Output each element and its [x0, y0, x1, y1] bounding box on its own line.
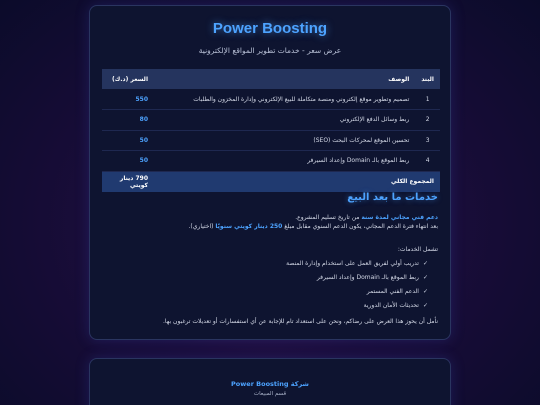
row-number: 4 [415, 151, 440, 172]
row-description: تحسين الموقع لمحركات البحث (SEO) [154, 130, 415, 151]
page-subtitle: عرض سعر - خدمات تطوير المواقع الإلكترونية [198, 46, 342, 55]
row-number: 1 [415, 89, 440, 110]
total-row [102, 171, 440, 192]
annual-fee-highlight: 250 دينار كويتي سنويًا [215, 223, 283, 230]
row-price: 80 [102, 110, 154, 131]
footer-department: قسم المبيعات [253, 391, 287, 397]
table-row [102, 130, 440, 151]
row-price: 550 [102, 89, 154, 110]
row-description: ربط وسائل الدفع الإلكتروني [154, 110, 415, 131]
support-paragraph-2 [100, 222, 438, 231]
row-price: 50 [102, 151, 154, 172]
list-item-text: تحديثات الأمان الدورية [363, 302, 419, 309]
list-item [108, 285, 428, 299]
table-header-row [102, 69, 440, 89]
check-icon: ✓ [422, 302, 428, 309]
list-item [108, 271, 428, 285]
col-header-item: البند [415, 69, 440, 89]
check-icon: ✓ [422, 274, 428, 281]
quote-table [102, 69, 440, 192]
col-header-price: السعر (د.ك) [102, 69, 154, 89]
list-item-text: تدريب أولي لفريق العمل على استخدام وإدارة المنصة [286, 260, 419, 267]
col-header-description: الوصف [154, 69, 415, 89]
list-item [108, 299, 428, 313]
list-item [108, 257, 428, 271]
footer-company: شركة Power Boosting [231, 380, 309, 388]
closing-paragraph: نأمل أن يحوز هذا العرض على رضاكم، ونحن على استعداد تام للإجابة عن أي استفسارات أو تعديلات ترغبون بها. [162, 318, 438, 325]
list-item-text: ربط الموقع بالـ Domain وإعداد السيرفر [316, 274, 419, 281]
table-row [102, 151, 440, 172]
services-includes-label: تشمل الخدمات: [397, 246, 438, 253]
row-number: 2 [415, 110, 440, 131]
table-row [102, 89, 440, 110]
support-paragraph-1 [100, 213, 438, 222]
total-label: المجموع الكلي [154, 171, 440, 192]
free-support-text: من تاريخ تسليم المشروع. [295, 214, 362, 221]
annual-support-text: بعد انتهاء فترة الدعم المجاني، يكون الدعم السنوي مقابل مبلغ [282, 223, 438, 230]
row-price: 50 [102, 130, 154, 151]
row-number: 3 [415, 130, 440, 151]
after-sales-title: خدمات ما بعد البيع [347, 192, 438, 203]
page-title: Power Boosting [212, 20, 328, 37]
row-description: تصميم وتطوير موقع إلكتروني ومنصة متكاملة للبيع الإلكتروني وإدارة المخزون والطلبات [154, 89, 415, 110]
free-support-highlight: دعم فني مجاني لمدة سنة [361, 214, 438, 221]
total-value: 790 دينار كويتي [102, 171, 154, 192]
check-icon: ✓ [422, 260, 428, 267]
list-item-text: الدعم الفني المستمر [366, 288, 419, 295]
quote-card [89, 5, 451, 340]
footer-card [89, 358, 451, 405]
row-description: ربط الموقع بالـ Domain وإعداد السيرفر [154, 151, 415, 172]
check-icon: ✓ [422, 288, 428, 295]
optional-text: (اختياري). [188, 223, 216, 230]
table-row [102, 110, 440, 131]
services-list [108, 257, 428, 313]
